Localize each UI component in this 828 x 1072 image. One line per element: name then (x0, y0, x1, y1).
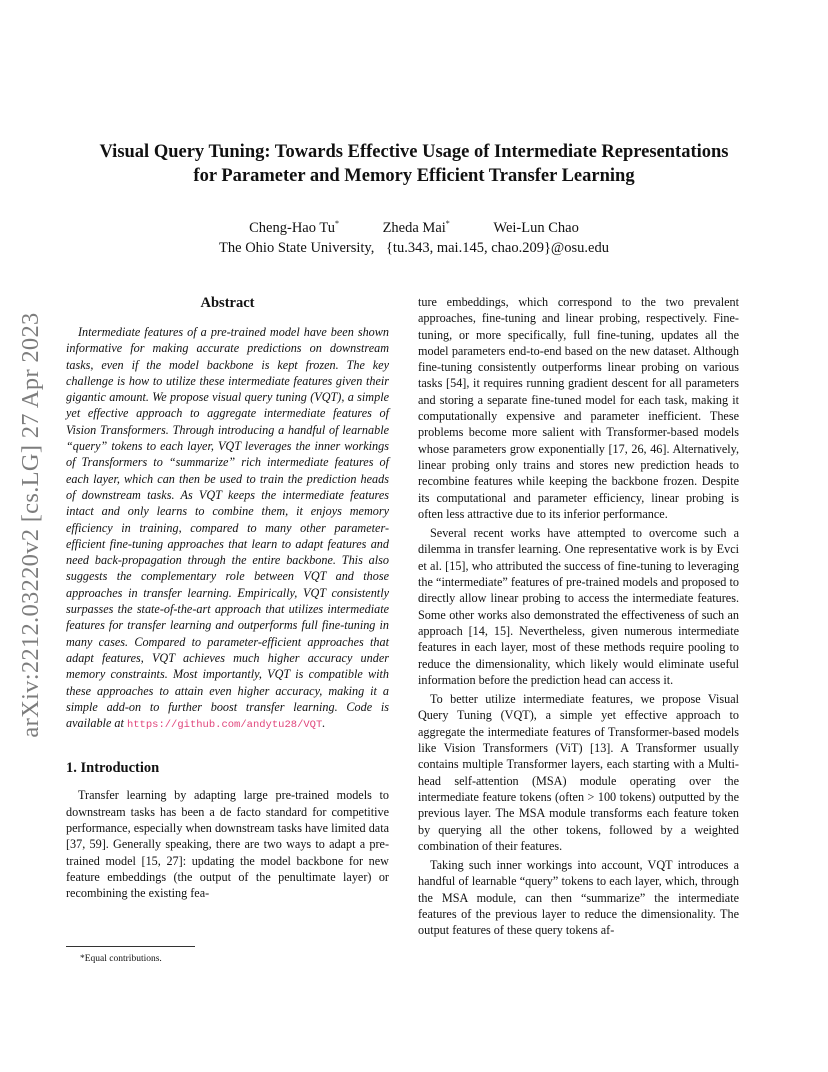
author-1: Cheng-Hao Tu* (249, 219, 339, 236)
code-link[interactable]: https://github.com/andytu28/VQT (126, 719, 323, 732)
author-3: Wei-Lun Chao (493, 220, 579, 236)
body-paragraph-3: To better utilize intermediate features, we propose Visual Query Tuning (VQT), a simple yet effective approach to aggregate the intermediate features of Transformer-based models like Vision Transformers (ViT) [13]. A Transformer usually contains multiple Transformer layers, each starting with a Multi-head self-attention (MSA) module operating over the intermediate feature tokens (often > 100 tokens) outputted by the previous layer. The MSA module transforms each feature token by querying all the other tokens, followed by a weighted combination of their features. (418, 692, 739, 853)
arxiv-identifier: arXiv:2212.03220v2 [cs.LG] 27 Apr 2023 (17, 312, 44, 738)
intro-paragraph: Transfer learning by adapting large pre-trained models to downstream tasks has been a de facto standard for competitive performance, especially when downstream tasks have limited data [37, 59]. Generally speaking, there are two ways to adapt a pre-trained model [15, 27]: updating the model backbone for new feature embeddings (the output of the penultimate layer) or recombining the existing fea- (66, 788, 389, 901)
equal-contribution-mark: * (445, 219, 450, 229)
author-names (40, 218, 788, 238)
title-line-1: Visual Query Tuning: Towards Effective Usage of Intermediate Representations (99, 142, 729, 162)
equal-contribution-mark: * (334, 219, 339, 229)
affiliation: The Ohio State University, (219, 240, 375, 256)
right-column (418, 294, 739, 942)
paper-title (40, 140, 788, 188)
author-block (40, 218, 788, 258)
body-paragraph-4: Taking such inner workings into account, VQT introduces a handful of learnable “query” tokens to each layer, which, through the MSA module, can then “summarize” the intermediate features of the previous layer to reduce the dimensionality. The output features of these query tokens af- (418, 858, 739, 938)
abstract-heading: Abstract (200, 295, 255, 311)
arxiv-stamp (8, 290, 54, 760)
left-column (66, 294, 389, 902)
body-paragraph-1: ture embeddings, which correspond to the two prevalent approaches, fine-tuning and linear probing, respectively. Fine-tuning, or more specifically, full fine-tuning, updates all the model parameters end-to-end based on the new dataset. Although fine-tuning consistently outperforms linear probing on various tasks [54], it requires running gradient descent for all parameters and storing a separate fine-tuned model for each task, making it computationally expensive and parameter inefficient. These problems become more salient with Transformer-based models whose parameters grow exponentially [17, 26, 46]. Alternatively, linear probing only trains and stores new prediction heads to recombine features while keeping the backbone frozen. Despite its computational and parameter efficiency, linear probing is often less attractive due to its inferior performance. (418, 295, 739, 521)
title-line-2: for Parameter and Memory Efficient Transfer Learning (193, 166, 635, 186)
abstract-body: Intermediate features of a pre-trained model have been shown informative for making accurate predictions on downstream tasks, even if the model backbone is kept frozen. The key challenge is how to utilize these intermediate features given their gigantic amount. We propose visual query tuning (VQT), a simple yet effective approach to aggregate intermediate features of Vision Transformers. Through introducing a handful of learnable “query” tokens to each layer, VQT leverages the inner workings of Transformers to “summarize” rich intermediate features of each layer, which can then be used to train the prediction heads of downstream tasks. As VQT keeps the intermediate features intact and only learns to combine them, it enjoys memory efficiency in training, compared to many other parameter-efficient fine-tuning approaches that learn to adapt features and need back-propagation through the entire backbone. This also suggests the complementary role between VQT and those approaches in transfer learning. Empirically, VQT consistently surpasses the state-of-the-art approach that utilizes intermediate features for transfer learning and outperforms full fine-tuning in many cases. Compared to parameter-efficient approaches that adapt features, VQT achieves much higher accuracy under memory constraints. Most importantly, VQT is compatible with these approaches to attain even higher accuracy, making it a simple add-on to further boost transfer learning. Code is available at https://github.com/andytu28/VQT. (66, 325, 389, 732)
section-heading-introduction: 1. Introduction (66, 760, 160, 777)
footnote: *Equal contributions. (80, 954, 162, 964)
body-paragraph-2: Several recent works have attempted to overcome such a dilemma in transfer learning. One representative work is by Evci et al. [15], who attributed the success of fine-tuning to leveraging the “intermediate” features of pre-trained models and proposed to directly allow linear probing to access the intermediate features. Some other works also demonstrated the effectiveness of such an approach [14, 15]. Nevertheless, given numerous intermediate features in each layer, most of these methods require pooling to reduce the dimensionality, which likely would eliminate useful information before the prediction head can access it. (418, 526, 739, 687)
author-affiliation (40, 238, 788, 258)
abstract-text: Intermediate features of a pre-trained model have been shown informative for making accurate predictions on downstream tasks, even if the model backbone is kept frozen. The key challenge is how to utilize these intermediate features given their gigantic amount. We propose visual query tuning (VQT), a simple yet effective approach to aggregate intermediate features of Vision Transformers. Through introducing a handful of learnable “query” tokens to each layer, VQT leverages the inner workings of Transformers to “summarize” rich intermediate features of each layer, which can then be used to train the prediction heads of downstream tasks. As VQT keeps the intermediate features intact and only learns to combine them, it enjoys memory efficiency in training, compared to many other parameter-efficient fine-tuning approaches that learn to adapt features and need back-propagation through the entire backbone. This also suggests the complementary role between VQT and those approaches in transfer learning. Empirically, VQT consistently surpasses the state-of-the-art approach that utilizes intermediate features for transfer learning and outperforms full fine-tuning in many cases. Compared to parameter-efficient approaches that adapt features, VQT achieves much higher accuracy under memory constraints. Most importantly, VQT is compatible with these approaches to attain even higher accuracy, making it a simple add-on to further boost transfer learning. Code is available at (66, 325, 389, 731)
footnote-rule (66, 946, 195, 947)
author-2: Zheda Mai* (382, 219, 450, 236)
author-emails: {tu.343, mai.145, chao.209}@osu.edu (385, 240, 609, 256)
